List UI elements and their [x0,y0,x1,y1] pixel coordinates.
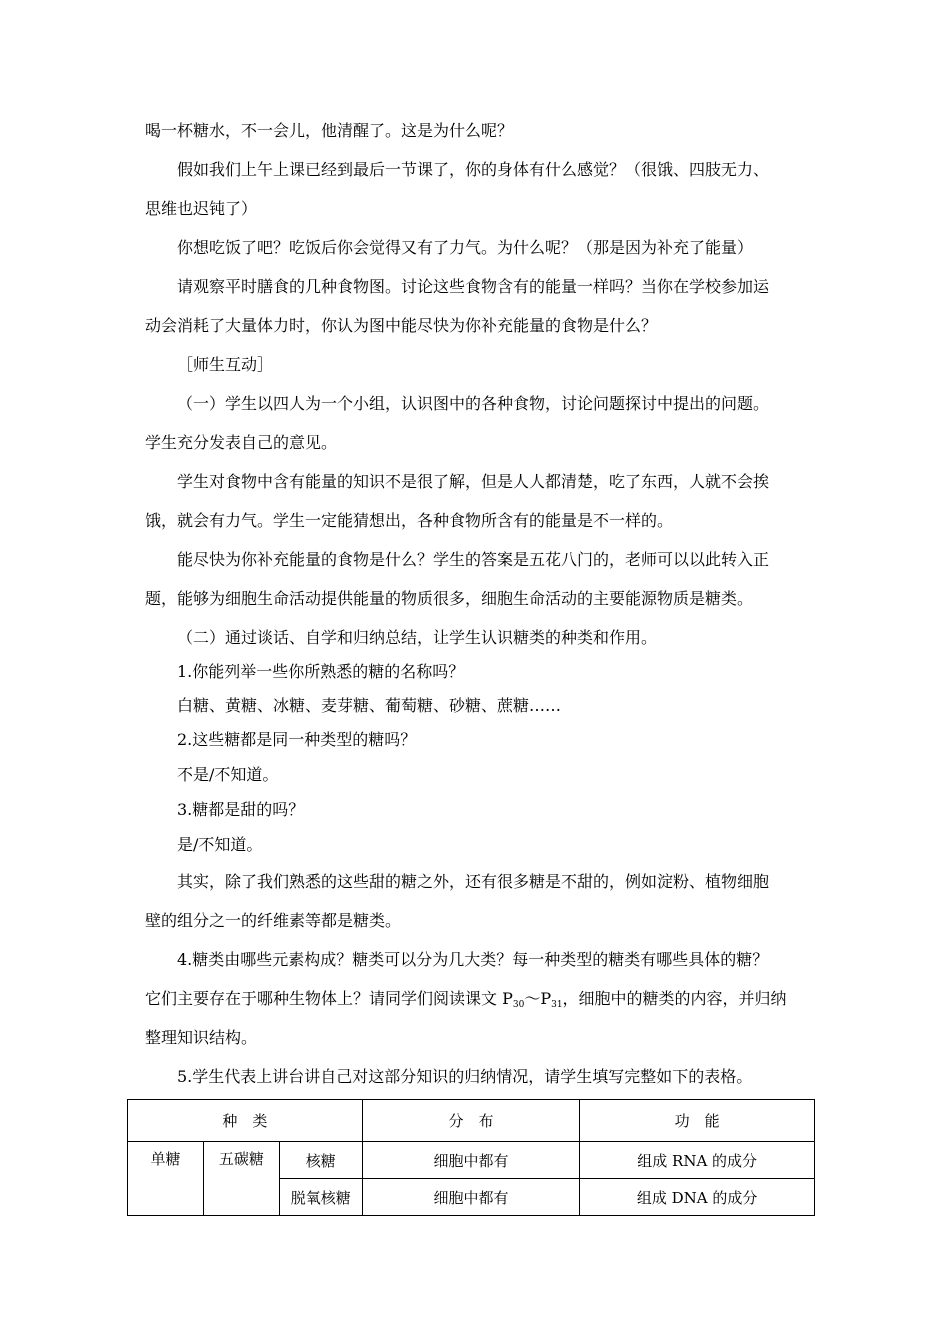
question-text: ～P [524,989,552,1008]
para-line: 请观察平时膳食的几种食物图。讨论这些食物含有的能量一样吗？当你在学校参加运 [177,277,770,296]
para-line: 思维也迟钝了） [145,199,258,218]
header-function: 功 能 [580,1100,815,1142]
answer: 是/不知道。 [177,835,263,854]
para-line: 能尽快为你补充能量的食物是什么？学生的答案是五花八门的，老师可以以此转入正 [177,550,770,569]
question-text: ，细胞中的糖类的内容，并归纳 [562,989,787,1008]
question-text: 它们主要存在于哪种生物体上？请同学们阅读课文 P [145,989,513,1008]
sugar-name-cell: 核糖 [279,1142,362,1179]
distribution-cell: 细胞中都有 [362,1142,580,1179]
group-cell: 单糖 [128,1142,204,1216]
page-subscript: 31 [551,1000,563,1010]
question: 1.你能列举一些你所熟悉的糖的名称吗？ [177,662,465,681]
para-line: 壁的组分之一的纤维素等都是糖类。 [145,911,402,930]
para-line: 学生充分发表自己的意见。 [145,433,338,452]
question: 5.学生代表上讲台讲自己对这部分知识的归纳情况，请学生填写完整如下的表格。 [177,1067,753,1086]
para-line: （一）学生以四人为一个小组，认识图中的各种食物，讨论问题探讨中提出的问题。 [177,394,770,413]
section-heading: ［师生互动］ [177,355,274,374]
page-subscript: 30 [512,1000,525,1010]
question: 2.这些糖都是同一种类型的糖吗？ [177,730,417,749]
sugar-table [127,1099,815,1216]
para-line: 动会消耗了大量体力时，你认为图中能尽快为你补充能量的食物是什么？ [145,316,658,335]
para-line: 喝一杯糖水，不一会儿，他清醒了。这是为什么呢？ [145,121,514,140]
question-line [145,989,787,1015]
subgroup-cell: 五碳糖 [203,1142,279,1216]
para-line: 你想吃饭了吧？吃饭后你会觉得又有了力气。为什么呢？（那是因为补充了能量） [177,238,754,257]
para-line: 饿，就会有力气。学生一定能猜想出，各种食物所含有的能量是不一样的。 [145,511,674,530]
header-distribution: 分 布 [362,1100,580,1142]
para-line: 假如我们上午上课已经到最后一节课了，你的身体有什么感觉？（很饿、四肢无力、 [177,160,770,179]
answer: 不是/不知道。 [177,765,279,784]
answer: 白糖、黄糖、冰糖、麦芽糖、葡萄糖、砂糖、蔗糖…… [177,696,562,715]
para-line: 整理知识结构。 [145,1028,258,1047]
distribution-cell: 细胞中都有 [362,1179,580,1216]
table-header-row [128,1100,815,1142]
para-line: （二）通过谈话、自学和归纳总结，让学生认识糖类的种类和作用。 [177,628,658,647]
function-cell: 组成 DNA 的成分 [580,1179,815,1216]
para-line: 学生对食物中含有能量的知识不是很了解，但是人人都清楚，吃了东西，人就不会挨 [177,472,770,491]
para-line: 其实，除了我们熟悉的这些甜的糖之外，还有很多糖是不甜的，例如淀粉、植物细胞 [177,872,770,891]
para-line: 题，能够为细胞生命活动提供能量的物质很多，细胞生命活动的主要能源物质是糖类。 [145,589,754,608]
header-kind: 种 类 [128,1100,363,1142]
question: 4.糖类由哪些元素构成？糖类可以分为几大类？每一种类型的糖类有哪些具体的糖？ [177,950,769,969]
function-cell: 组成 RNA 的成分 [580,1142,815,1179]
table-row [128,1142,815,1179]
sugar-name-cell: 脱氧核糖 [279,1179,362,1216]
question: 3.糖都是甜的吗？ [177,800,305,819]
